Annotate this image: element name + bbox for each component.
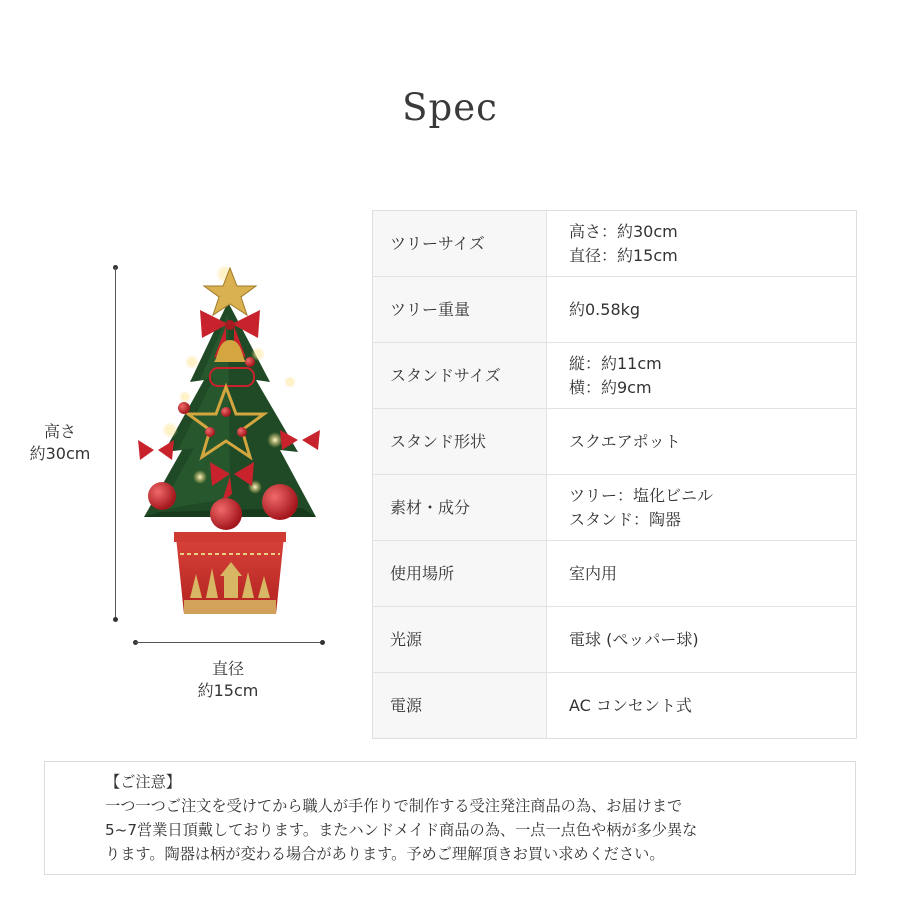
notice-line: ります。陶器は柄が変わる場合があります。予めご理解頂きお買い求めください。 [105, 845, 665, 863]
spec-value-line: 室内用 [569, 563, 618, 583]
spec-row [373, 409, 857, 475]
height-label [18, 421, 102, 465]
spec-key: 電源 [373, 673, 547, 739]
notice-line: 5~7営業日頂戴しております。またハンドメイド商品の為、一点一点色や柄が多少異な [105, 821, 698, 839]
spec-value [547, 211, 857, 277]
spec-value [547, 541, 857, 607]
spec-row [373, 475, 857, 541]
spec-value [547, 343, 857, 409]
spec-key: 使用場所 [373, 541, 547, 607]
height-label-value: 約30cm [29, 444, 91, 463]
spec-value-line: 直径：約15cm [569, 245, 678, 265]
spec-row [373, 541, 857, 607]
spec-row [373, 673, 857, 739]
diameter-label [180, 658, 276, 702]
spec-value-line: 電球 (ペッパー球) [569, 629, 699, 649]
spec-key: 素材・成分 [373, 475, 547, 541]
diameter-label-value: 約15cm [197, 681, 259, 700]
diameter-right-dot [320, 640, 325, 645]
notice-box [44, 761, 856, 875]
spec-key: 光源 [373, 607, 547, 673]
height-bottom-dot [113, 617, 118, 622]
height-dimension-line [115, 267, 116, 619]
spec-value-line: スクエアポット [569, 431, 681, 451]
spec-key: スタンド形状 [373, 409, 547, 475]
spec-value [547, 475, 857, 541]
spec-value-line: 高さ：約30cm [569, 221, 678, 241]
spec-key: ツリー重量 [373, 277, 547, 343]
christmas-tree-image [130, 262, 330, 622]
spec-row [373, 607, 857, 673]
spec-key: スタンドサイズ [373, 343, 547, 409]
diameter-label-title: 直径 [211, 659, 244, 678]
notice-heading: 【ご注意】 [105, 773, 181, 791]
diameter-dimension-line [135, 642, 323, 643]
spec-value-line: 横：約9cm [569, 377, 652, 397]
spec-value-line: 縦：約11cm [569, 353, 662, 373]
spec-value [547, 607, 857, 673]
spec-value-line: ツリー：塩化ビニル [569, 485, 714, 505]
notice-line: 一つ一つご注文を受けてから職人が手作りで制作する受注発注商品の為、お届けまで [105, 797, 683, 815]
spec-row [373, 277, 857, 343]
spec-key: ツリーサイズ [373, 211, 547, 277]
page-title: Spec [402, 86, 498, 129]
spec-value-line: 約0.58kg [569, 299, 641, 319]
height-label-title: 高さ [43, 422, 76, 441]
spec-row [373, 343, 857, 409]
spec-table [372, 210, 857, 739]
spec-row [373, 211, 857, 277]
spec-value [547, 409, 857, 475]
spec-value-line: スタンド：陶器 [569, 509, 682, 529]
spec-value [547, 277, 857, 343]
square-pot [174, 532, 286, 614]
spec-value-line: AC コンセント式 [569, 695, 692, 715]
spec-value [547, 673, 857, 739]
